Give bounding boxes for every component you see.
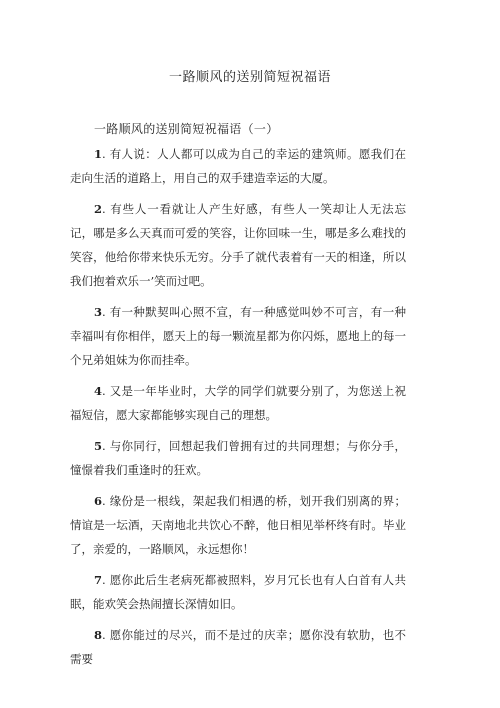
paragraph-number: 2 bbox=[94, 202, 103, 216]
paragraph-2 bbox=[70, 197, 406, 293]
paragraph-number: 1 bbox=[94, 147, 103, 161]
paragraph-text: . 有人说：人人都可以成为自己的幸运的建筑师。愿我们在走向生活的道路上，用自己的双手建造幸运的大厦。 bbox=[70, 147, 406, 185]
document-title: 一路顺风的送别简短祝福语 bbox=[168, 70, 331, 85]
section-subtitle: 一路顺风的送别简短祝福语（一） bbox=[94, 122, 279, 136]
paragraph-5 bbox=[70, 434, 406, 482]
paragraph-6 bbox=[70, 489, 406, 561]
paragraph-text: . 有些人一看就让人产生好感，有些人一笑却让人无法忘记，哪是多么天真而可爱的笑容，让你回味一生，哪是多么难找的笑容，他给你带来快乐无穷。分手了就代表着有一天的相逢，所以我们抱着欢乐一’笑而过吧。 bbox=[70, 202, 406, 288]
paragraph-3 bbox=[70, 300, 406, 372]
paragraph-text: . 又是一年毕业时，大学的同学们就要分别了，为您送上祝福短信，愿大家都能够实现自己的理想。 bbox=[70, 384, 406, 422]
paragraph-text: . 与你同行，回想起我们曾拥有过的共同理想；与你分手，憧憬着我们重逢时的狂欢。 bbox=[70, 439, 406, 477]
paragraph-text: . 缘份是一根线，架起我们相遇的桥，划开我们别离的界；情谊是一坛酒，天南地北共饮心不醉，他日相见举杯终有时。毕业了，亲爱的，一路顺风，永远想你！ bbox=[70, 494, 406, 556]
paragraph-number: 6 bbox=[94, 494, 103, 508]
paragraph-1 bbox=[70, 142, 406, 190]
paragraph-number: 4 bbox=[94, 384, 103, 398]
paragraph-number: 3 bbox=[94, 305, 103, 319]
paragraph-number: 8 bbox=[94, 628, 103, 642]
paragraph-text: . 愿你能过的尽兴，而不是过的庆幸；愿你没有软肋，也不需要 bbox=[70, 628, 406, 666]
paragraph-number: 5 bbox=[94, 439, 103, 453]
paragraph-text: . 愿你此后生老病死都被照料，岁月冗长也有人白首有人共眠，能欢笑会热闹擅长深情如旧。 bbox=[70, 573, 406, 611]
paragraph-number: 7 bbox=[94, 573, 103, 587]
paragraph-4 bbox=[70, 379, 406, 427]
document-body bbox=[70, 142, 406, 678]
paragraph-text: . 有一种默契叫心照不宣，有一种感觉叫妙不可言，有一种幸福叫有你相伴，愿天上的每一颗流星都为你闪烁，愿地上的每一个兄弟姐妹为你而挂牵。 bbox=[70, 305, 406, 367]
paragraph-7 bbox=[70, 568, 406, 616]
paragraph-8 bbox=[70, 623, 406, 671]
